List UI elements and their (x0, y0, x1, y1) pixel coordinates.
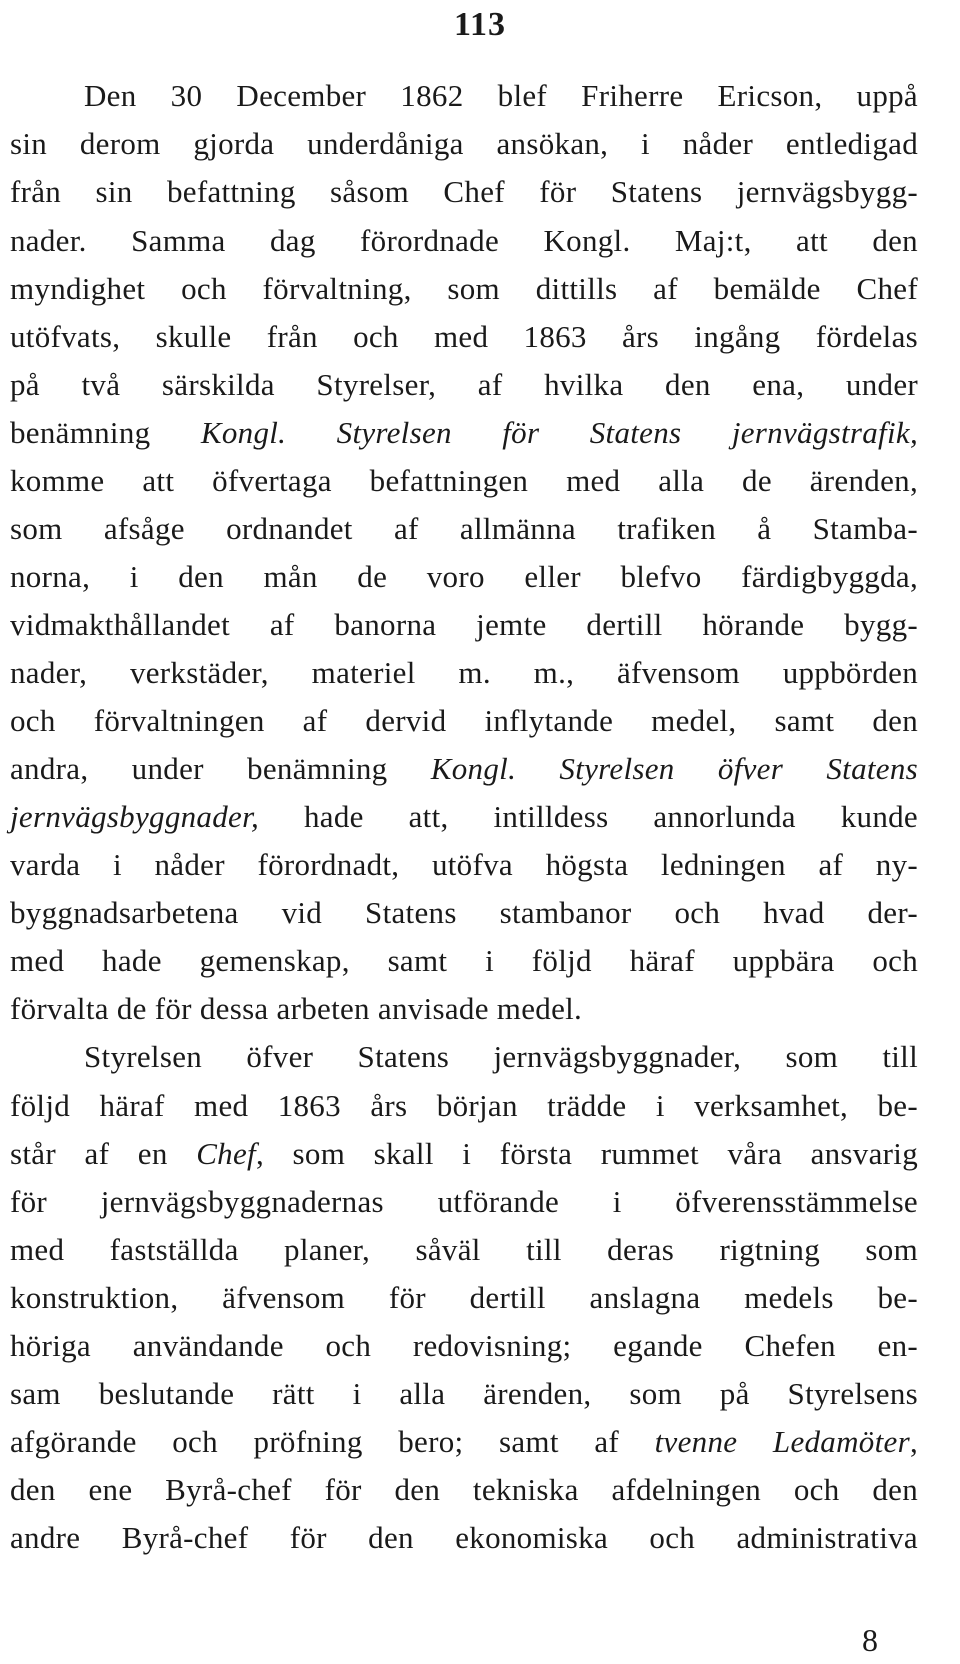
text-line (10, 941, 918, 981)
text-segment: komme att öfvertaga befattningen med alla de ärenden, (10, 463, 918, 498)
text-segment: står af en (10, 1136, 197, 1171)
text-line (10, 269, 918, 309)
text-segment: förvalta de för dessa arbeten anvisade medel. (10, 991, 583, 1026)
text-segment: , (909, 1424, 918, 1459)
text-line (10, 653, 918, 693)
text-segment: , som skall i första rummet våra ansvarig (255, 1136, 918, 1171)
text-segment: med fastställda planer, såväl till deras rigtning som (10, 1232, 918, 1267)
page-number: 113 (453, 6, 507, 43)
text-line (10, 1374, 918, 1414)
text-line (10, 749, 918, 789)
text-segment: följd häraf med 1863 års början trädde i verksamhet, be- (10, 1088, 918, 1123)
text-line (10, 1230, 918, 1270)
text-line (10, 605, 918, 645)
text-line (10, 893, 918, 933)
text-line (10, 557, 918, 597)
text-line (84, 1037, 918, 1077)
text-segment: norna, i den mån de voro eller blefvo färdigbyggda, (10, 559, 918, 594)
text-segment: som afsåge ordnandet af allmänna trafiken å Stamba- (10, 511, 918, 546)
text-line (10, 317, 918, 357)
italic-text: Kongl. Styrelsen öfver Statens (430, 751, 918, 786)
text-segment: varda i nåder förordnadt, utöfva högsta ledningen af ny- (10, 847, 918, 882)
signature-mark: 8 (862, 1622, 878, 1658)
text-segment: benämning (10, 415, 201, 450)
text-segment: från sin befattning såsom Chef för Statens jernvägsbygg- (10, 174, 918, 209)
text-line (10, 845, 918, 885)
text-segment: sin derom gjorda underdåniga ansökan, i nåder entledigad (10, 126, 918, 161)
text-segment: afgörande och pröfning bero; samt af (10, 1424, 655, 1459)
text-segment: och förvaltningen af dervid inflytande medel, samt den (10, 703, 918, 738)
text-segment: med hade gemenskap, samt i följd häraf uppbära och (10, 943, 918, 978)
text-line (10, 221, 918, 261)
text-line (84, 76, 918, 116)
text-segment: Styrelsen öfver Statens jernvägsbyggnader, som till (84, 1039, 918, 1074)
text-line (10, 1326, 918, 1366)
italic-text: Kongl. Styrelsen för Statens jernvägstrafik, (200, 415, 918, 450)
text-line (10, 989, 918, 1029)
text-line (10, 1182, 918, 1222)
text-line (10, 461, 918, 501)
text-segment: hade att, intilldess annorlunda kunde (259, 799, 918, 834)
text-segment: på två särskilda Styrelser, af hvilka den ena, under (10, 367, 918, 402)
text-line (10, 172, 918, 212)
text-segment: byggnadsarbetena vid Statens stambanor och hvad der- (10, 895, 918, 930)
text-line (10, 1518, 918, 1558)
text-line (10, 1278, 918, 1318)
text-line (10, 1086, 918, 1126)
text-segment: konstruktion, äfvensom för dertill anslagna medels be- (10, 1280, 918, 1315)
text-segment: höriga användande och redovisning; egande Chefen en- (10, 1328, 918, 1363)
text-line (10, 797, 918, 837)
text-line (10, 1134, 918, 1174)
text-segment: för jernvägsbyggnadernas utförande i öfverensstämmelse (10, 1184, 918, 1219)
text-segment: andre Byrå-chef för den ekonomiska och administrativa (10, 1520, 918, 1555)
text-segment: myndighet och förvaltning, som dittills af bemälde Chef (10, 271, 918, 306)
text-line (10, 365, 918, 405)
text-line (10, 509, 918, 549)
text-line (10, 1422, 918, 1462)
text-line (10, 701, 918, 741)
italic-text: tvenne Ledamöter (654, 1424, 910, 1459)
text-segment: nader, verkstäder, materiel m. m., äfvensom uppbörden (10, 655, 918, 690)
text-segment: Den 30 December 1862 blef Friherre Ericson, uppå (84, 78, 918, 113)
text-line (10, 1470, 918, 1510)
text-segment: den ene Byrå-chef för den tekniska afdelningen och den (10, 1472, 918, 1507)
italic-text: Chef (196, 1136, 256, 1171)
text-segment: nader. Samma dag förordnade Kongl. Maj:t, att den (10, 223, 918, 258)
text-line (10, 124, 918, 164)
italic-text: jernvägsbyggnader, (10, 799, 260, 834)
text-line (10, 413, 918, 453)
text-segment: utöfvats, skulle från och med 1863 års ingång fördelas (10, 319, 918, 354)
text-segment: sam beslutande rätt i alla ärenden, som på Styrelsens (10, 1376, 918, 1411)
text-segment: vidmakthållandet af banorna jemte dertill hörande bygg- (10, 607, 918, 642)
text-segment: andra, under benämning (10, 751, 431, 786)
